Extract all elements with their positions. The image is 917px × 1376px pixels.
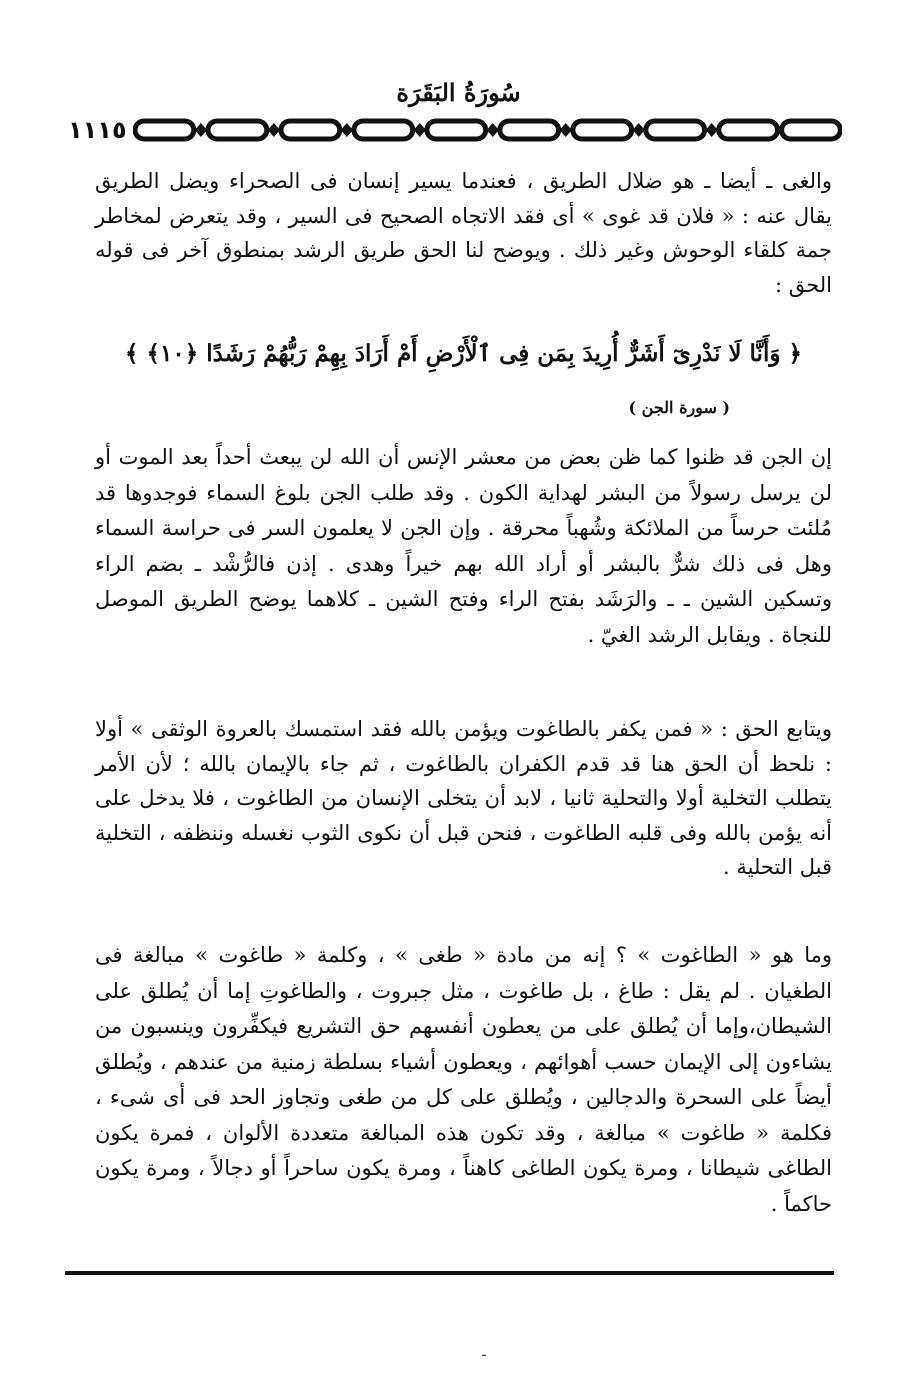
paragraph-4: وما هو « الطاغوت » ؟ إنه من مادة « طغى » ، وكلمة « طاغوت » مبالغة فى الطغيان . لم يقل : طاغ ، بل طاغوت ، مثل جبروت ، والطاغوتِ إما أن يُطلق على الشيطان،وإما أن يُطلق على من يعطون أنفسهم حق التشريع فيكفِّرون وينسبون من يشاءون إلى الإيمان حسب أهوائهم ، ويعطون أشياء بسلطة زمنية من عندهم ، ويُطلق أيضاً على السحرة والدجالين ، ويُطلق على كل من طغى وتجاوز الحد فى أى شىء ، فكلمة « طاغوت » مبالغة ، وقد تكون هذه المبالغة متعددة الألوان ، فمرة يكون الطاغى شيطانا ، ومرة يكون الطاغى كاهناً ، ومرة يكون ساحراً أو دجالاً ، ومرة يكون حاكماً . (95, 943, 833, 1216)
footer-mark: ـ (482, 1344, 487, 1360)
paragraph-3: ويتابع الحق : « فمن يكفر بالطاغوت ويؤمن بالله فقد استمسك بالعروة الوثقى » أولا : نلحظ أن الحق هنا قد قدم الكفران بالطاغوت ، ثم جاء بالإيمان بالله ؛ لأن الأمر يتطلب التخلية أولا والتحلية ثانيا ، لابد أن يتخلى الإنسان من الطاغوت ، فلا يدخل على أنه يؤمن بالله وفى قلبه الطاغوت ، فنحن قبل أن نكوى الثوب نغسله وننظفه ، التخلية قبل التحلية . (95, 717, 832, 879)
verse-reference: ( سورة الجن ) (628, 398, 730, 417)
header-ornament-rule (62, 113, 842, 147)
chain-ornament-icon (133, 113, 842, 147)
footer-rule (65, 1271, 834, 1275)
paragraph-1: والغى ـ أيضا ـ هو ضلال الطريق ، فعندما يسير إنسان فى الصحراء ويضل الطريق يقال عنه : « فلان قد غوى » أى فقد الاتجاه الصحيح فى السير ، وقد يتعرض لمخاطر جمة كلقاء الوحوش وغير ذلك . ويوضح لنا الحق طريق الرشد بمنطوق آخر فى قوله الحق : (95, 169, 832, 297)
page-number: ١١١٥ (68, 116, 127, 144)
quran-verse: ﴿ وَأَنَّا لَا نَدْرِىٓ أَشَرٌّ أُرِيدَ بِمَن فِى ٱلْأَرْضِ أَمْ أَرَادَ بِهِمْ رَبُّهُمْ رَشَدًا ﴿١٠﴾ ﴾ (125, 340, 802, 367)
surah-title: سُورَةُ البَقَرَة (396, 78, 521, 107)
paragraph-2: إن الجن قد ظنوا كما ظن بعض من معشر الإنس أن الله لن يبعث أحداً بعد الموت أو لن يرسل رسولاً من البشر لهداية الكون . وقد طلب الجن بلوغ السماء فوجدوها قد مُلئت حرساً من الملائكة وشُهباً محرقة . وإن الجن لا يعلمون السر فى حراسة السماء وهل فى ذلك شرٌّ بالبشر أو أراد الله بهم خيراً وهدى . إذن فالرُّشْد ـ بضم الراء وتسكين الشين ـ ـ والرَشَد بفتح الراء وفتح الشين ـ كلاهما يوضح الطريق الموصل للنجاة . ويقابل الرشد الغيّ . (95, 445, 832, 647)
